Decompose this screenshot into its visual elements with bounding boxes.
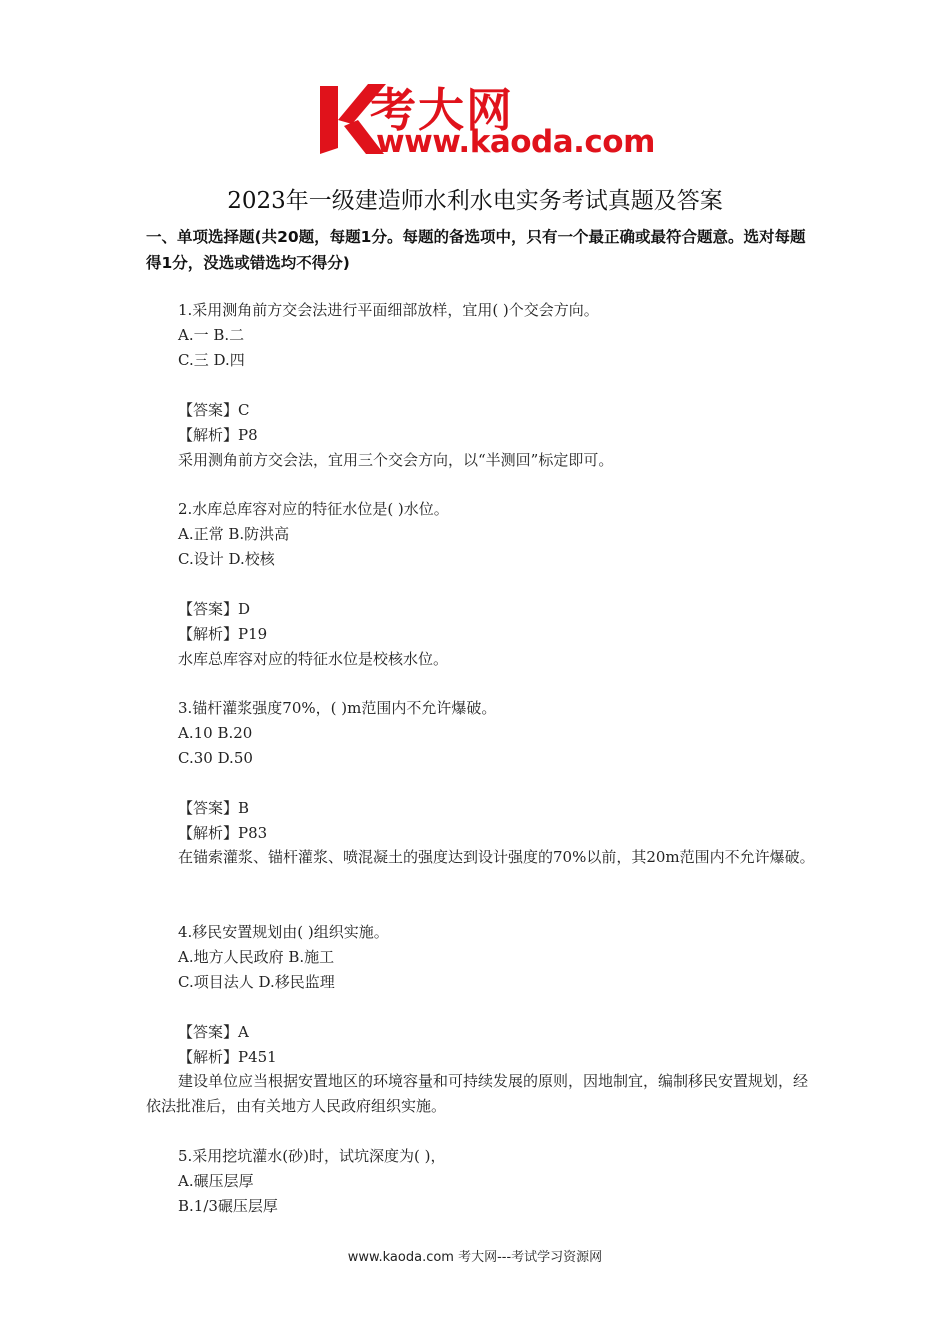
question-options: C.设计 D.校核: [178, 550, 275, 568]
analysis-label: 【解析】P8: [178, 426, 258, 444]
section-heading: 一、单项选择题(共20题，每题1分。每题的备选项中，只有一个最正确或最符合题意。选对每题得1分，没选或错选均不得分): [146, 228, 806, 272]
answer-label: 【答案】D: [178, 600, 251, 618]
question-stem: 2.水库总库容对应的特征水位是( )水位。: [178, 500, 449, 518]
question-stem: 3.锚杆灌浆强度70%，( )m范围内不允许爆破。: [178, 699, 497, 717]
question-options: A.一 B.二: [178, 326, 245, 344]
analysis-text: 建设单位应当根据安置地区的环境容量和可持续发展的原则，因地制宜，编制移民安置规划，经依法批准后，由有关地方人民政府组织实施。: [146, 1072, 809, 1115]
logo-url-text: www.kaoda.com: [376, 124, 655, 160]
question-options: A.正常 B.防洪高: [178, 525, 290, 543]
analysis-label: 【解析】P19: [178, 625, 268, 643]
question-stem: 4.移民安置规划由( )组织实施。: [178, 923, 389, 941]
question-stem: 1.采用测角前方交会法进行平面细部放样，宜用( )个交会方向。: [178, 301, 599, 319]
question-options: A.地方人民政府 B.施工: [178, 948, 335, 966]
analysis-label: 【解析】P83: [178, 824, 268, 842]
answer-label: 【答案】B: [178, 799, 250, 817]
question-options: B.1/3碾压层厚: [178, 1197, 278, 1215]
question-options: C.项目法人 D.移民监理: [178, 973, 335, 991]
question-options: C.三 D.四: [178, 351, 245, 369]
kaoda-logo: [318, 80, 655, 160]
document-title: 2023年一级建造师水利水电实务考试真题及答案: [227, 188, 723, 214]
question-options: A.碾压层厚: [178, 1172, 254, 1190]
answer-label: 【答案】C: [178, 401, 250, 419]
logo-brand-text: 考大网: [370, 83, 514, 137]
analysis-label: 【解析】P451: [178, 1048, 277, 1066]
question-options: C.30 D.50: [178, 749, 253, 767]
analysis-text: 在锚索灌浆、锚杆灌浆、喷混凝土的强度达到设计强度的70%以前，其20m范围内不允许爆破。: [178, 848, 815, 866]
answer-label: 【答案】A: [178, 1023, 249, 1041]
page-footer: www.kaoda.com 考大网---考试学习资源网: [347, 1250, 603, 1265]
analysis-text: 采用测角前方交会法，宜用三个交会方向，以“半测回”标定即可。: [178, 451, 614, 469]
question-options: A.10 B.20: [178, 724, 253, 742]
question-stem: 5.采用挖坑灌水(砂)时，试坑深度为( )，: [178, 1147, 446, 1165]
analysis-text: 水库总库容对应的特征水位是校核水位。: [178, 650, 449, 668]
